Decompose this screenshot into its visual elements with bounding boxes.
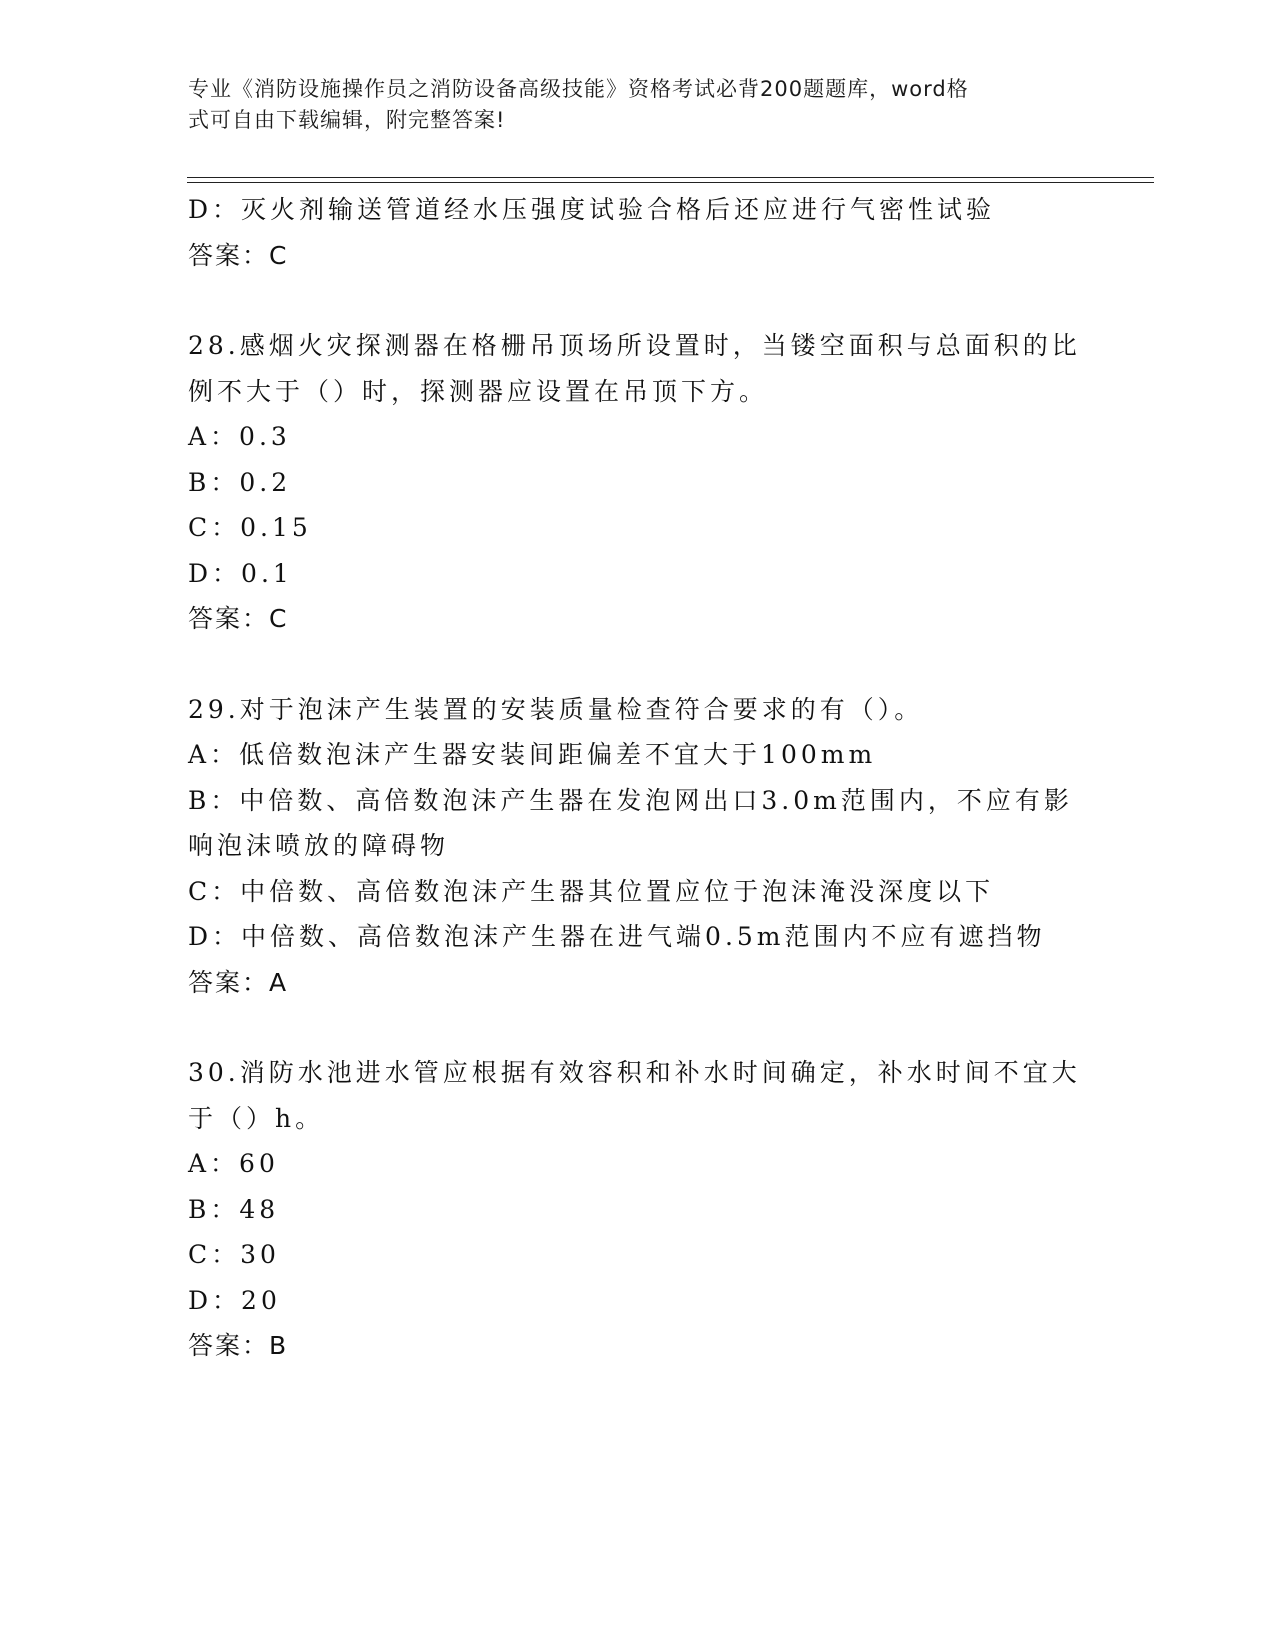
answer: 答案：C: [188, 604, 289, 633]
question-stem: 于（）h。: [188, 1103, 325, 1133]
option-a: A：60: [188, 1149, 279, 1178]
option-c: C：中倍数、高倍数泡沫产生器其位置应位于泡沫淹没深度以下: [188, 876, 995, 906]
option-c: C：30: [188, 1240, 280, 1269]
question-27-continuation: [188, 187, 1088, 278]
answer: 答案：C: [188, 240, 289, 270]
answer: 答案：B: [188, 1331, 289, 1360]
question-29: [188, 687, 1088, 1006]
option-b-continued: 响泡沫喷放的障碍物: [188, 831, 450, 860]
header-line-2: 式可自由下载编辑，附完整答案!: [188, 108, 506, 132]
option-d: D：中倍数、高倍数泡沫产生器在进气端0.5m范围内不应有遮挡物: [188, 922, 1046, 951]
answer: 答案：A: [188, 967, 289, 997]
option-c: C：0.15: [188, 513, 312, 542]
question-stem: 例不大于（）时，探测器应设置在吊顶下方。: [188, 376, 769, 406]
question-stem: 28.感烟火灾探测器在格栅吊顶场所设置时，当镂空面积与总面积的比: [188, 331, 1081, 360]
question-stem: 29.对于泡沫产生装置的安装质量检查符合要求的有（）。: [188, 694, 924, 724]
header-line-1: 专业《消防设施操作员之消防设备高级技能》资格考试必背200题题库，word格: [188, 77, 969, 101]
header-rule-bottom: [187, 182, 1154, 183]
document-header: [188, 74, 1078, 136]
option-d: D：灭火剂输送管道经水压强度试验合格后还应进行气密性试验: [188, 195, 996, 224]
option-b: B：48: [188, 1194, 280, 1224]
option-b: B：中倍数、高倍数泡沫产生器在发泡网出口3.0m范围内，不应有影: [188, 785, 1073, 815]
header-rule-top: [187, 177, 1154, 178]
option-a: A：0.3: [188, 422, 291, 451]
document-body: [188, 187, 1088, 1369]
question-30: [188, 1050, 1088, 1369]
question-28: [188, 323, 1088, 642]
option-d: D：0.1: [188, 558, 293, 588]
question-stem: 30.消防水池进水管应根据有效容积和补水时间确定，补水时间不宜大: [188, 1058, 1081, 1087]
option-b: B：0.2: [188, 467, 292, 497]
option-a: A：低倍数泡沫产生器安装间距偏差不宜大于100mm: [188, 740, 877, 769]
option-d: D：20: [188, 1285, 281, 1315]
